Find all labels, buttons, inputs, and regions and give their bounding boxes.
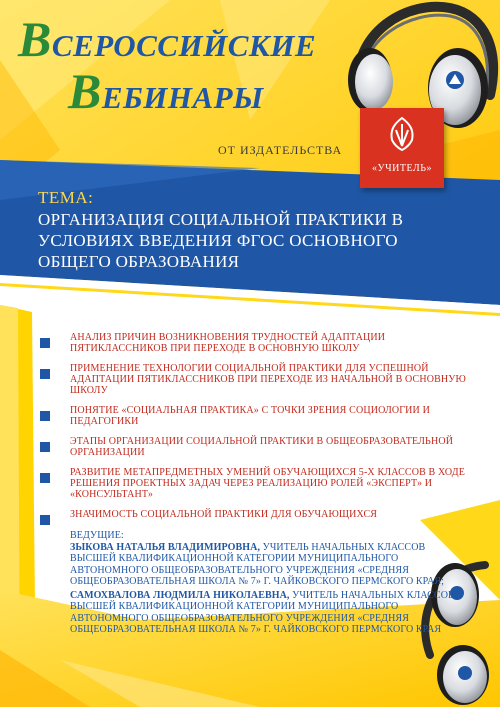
topic-text: ПРИМЕНЕНИЕ ТЕХНОЛОГИИ СОЦИАЛЬНОЙ ПРАКТИКИ ДЛЯ УСПЕШНОЙ АДАПТАЦИИ ПЯТИКЛАССНИКОВ ПРИ ПЕРЕХОДЕ ИЗ НАЧАЛЬНОЙ В ОСНОВНУЮ ШКОЛУ: [70, 363, 466, 396]
brand-line-1: [18, 11, 317, 67]
list-item: [40, 363, 480, 396]
brand-word: СЕРОССИЙСКИЕ: [51, 28, 317, 63]
brand-line-2: [18, 63, 316, 119]
list-item: [40, 436, 480, 458]
list-item: [40, 332, 480, 354]
list-item: [40, 405, 480, 427]
publisher-logo-text: «УЧИТЕЛЬ»: [372, 163, 432, 174]
list-item: [40, 509, 480, 520]
presenter-details: УЧИТЕЛЬ НАЧАЛЬНЫХ КЛАССОВ ВЫСШЕЙ КВАЛИФИКАЦИОННОЙ КАТЕГОРИИ МУНИЦИПАЛЬНОГО АВТОНОМНОГО ОБЩЕОБРАЗОВАТЕЛЬНОГО УЧРЕЖДЕНИЯ «СРЕДНЯЯ ОБЩЕОБРАЗОВАТЕЛЬНАЯ ШКОЛА № 7» Г. ЧАЙКОВСКОГО ПЕРМСКОГО КРАЯ: [70, 589, 455, 635]
publisher-logo-icon: [386, 116, 418, 152]
presenters-label: ВЕДУЩИЕ:: [70, 530, 124, 541]
presenter-details: УЧИТЕЛЬ НАЧАЛЬНЫХ КЛАССОВ ВЫСШЕЙ КВАЛИФИКАЦИОННОЙ КАТЕГОРИИ МУНИЦИПАЛЬНОГО АВТОНОМНОГО ОБЩЕОБРАЗОВАТЕЛЬНОГО УЧРЕЖДЕНИЯ «СРЕДНЯЯ ОБЩЕОБРАЗОВАТЕЛЬНАЯ ШКОЛА № 7» Г. ЧАЙКОВСКОГО ПЕРМСКОГО КРАЯ;: [70, 541, 445, 587]
topic-text: ЗНАЧИМОСТЬ СОЦИАЛЬНОЙ ПРАКТИКИ ДЛЯ ОБУЧАЮЩИХСЯ: [70, 509, 378, 520]
presenter-entry: [70, 590, 470, 636]
brand-title: [18, 11, 317, 119]
topic-text: РАЗВИТИЕ МЕТАПРЕДМЕТНЫХ УМЕНИЙ ОБУЧАЮЩИХСЯ 5-Х КЛАССОВ В ХОДЕ РЕШЕНИЯ ПРОЕКТНЫХ ЗАДАЧ ЧЕРЕЗ РЕАЛИЗАЦИЮ РОЛЕЙ «ЭКСПЕРТ» И «КОНСУЛЬТАНТ»: [70, 467, 465, 500]
brand-word: ЕБИНАРЫ: [101, 80, 264, 115]
theme-title: ОРГАНИЗАЦИЯ СОЦИАЛЬНОЙ ПРАКТИКИ В УСЛОВИЯХ ВВЕДЕНИЯ ФГОС ОСНОВНОГО ОБЩЕГО ОБРАЗОВАНИЯ: [38, 210, 404, 271]
publisher-label: ОТ ИЗДАТЕЛЬСТВА: [218, 143, 343, 157]
square-bullet-icon: [40, 515, 50, 525]
list-item: [40, 467, 480, 500]
theme-label: ТЕМА:: [38, 188, 94, 207]
brand-initial: В: [68, 63, 102, 119]
topic-text: АНАЛИЗ ПРИЧИН ВОЗНИКНОВЕНИЯ ТРУДНОСТЕЙ АДАПТАЦИИ ПЯТИКЛАССНИКОВ ПРИ ПЕРЕХОДЕ В ОСНОВНУЮ ШКОЛУ: [70, 332, 386, 354]
brand-initial: В: [18, 11, 52, 67]
publisher-logo: [360, 108, 444, 188]
square-bullet-icon: [40, 473, 50, 483]
topic-text: ЭТАПЫ ОРГАНИЗАЦИИ СОЦИАЛЬНОЙ ПРАКТИКИ В ОБЩЕОБРАЗОВАТЕЛЬНОЙ ОРГАНИЗАЦИИ: [70, 436, 454, 458]
presenters-section: [70, 530, 470, 638]
topic-text: ПОНЯТИЕ «СОЦИАЛЬНАЯ ПРАКТИКА» С ТОЧКИ ЗРЕНИЯ СОЦИОЛОГИИ И ПЕДАГОГИКИ: [70, 405, 430, 427]
square-bullet-icon: [40, 338, 50, 348]
presenter-name: ЗЫКОВА НАТАЛЬЯ ВЛАДИМИРОВНА,: [70, 541, 261, 553]
presenter-name: САМОХВАЛОВА ЛЮДМИЛА НИКОЛАЕВНА,: [70, 589, 290, 601]
square-bullet-icon: [40, 369, 50, 379]
square-bullet-icon: [40, 442, 50, 452]
square-bullet-icon: [40, 411, 50, 421]
presenter-entry: [70, 542, 470, 588]
topics-list: [40, 332, 480, 529]
